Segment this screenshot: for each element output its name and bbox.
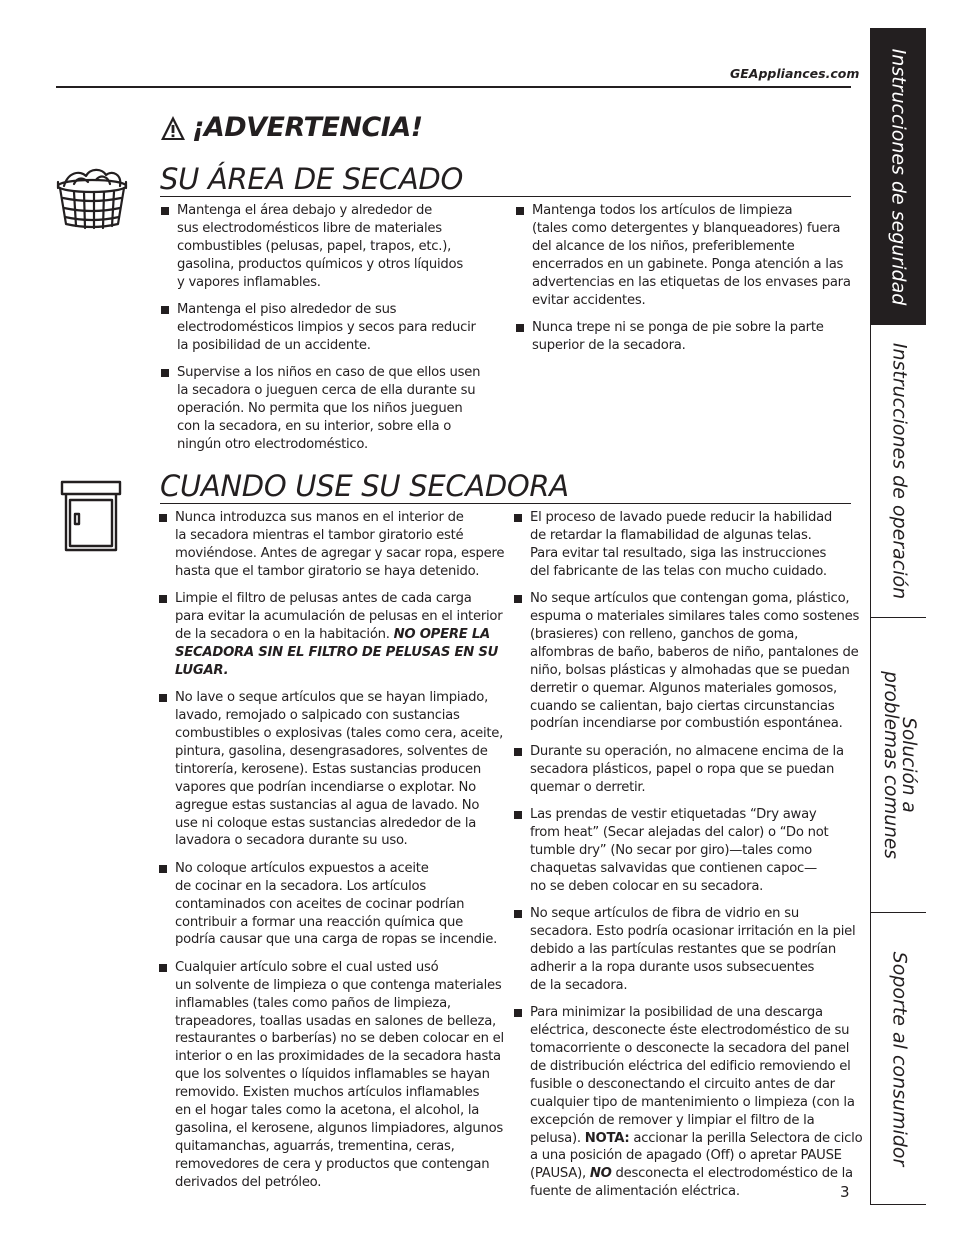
list-item: El proceso de lavado puede reducir la habilidad de retardar la flamabilidad de algunas telas. Para evitar tal resultado, siga las instrucciones del fabricante de las telas con mucho cuidado.	[514, 509, 859, 581]
dryer-icon	[58, 478, 124, 554]
tab-label: Instrucciones de operación	[888, 342, 910, 600]
list-item: Las prendas de vestir etiquetadas “Dry away from heat” (Secar alejadas del calor) o “Do not tumble dry” (No secar por giro)—tales como chaquetas salvavidas que contienen capoc— no se deben colocar en su secadora.	[514, 806, 859, 896]
drying-area-left-column	[161, 202, 501, 454]
list-item: Supervise a los niños en caso de que ellos usen la secadora o jueguen cerca de ella durante su operación. No permita que los niños jueguen con la secadora, en su interior, sobre ella o ningún otro electrodoméstico.	[161, 364, 501, 454]
list-item: Limpie el filtro de pelusas antes de cada carga para evitar la acumulación de pelusas en el interior de la secadora o en la habitación. NO OPERE LA SECADORA SIN EL FILTRO DE PELUSAS EN SU LUGAR.	[159, 590, 504, 680]
tab-consumer-support[interactable]	[870, 913, 926, 1205]
tab-label: Instrucciones de seguridad	[887, 48, 910, 305]
tab-divider	[870, 1204, 926, 1205]
tab-operating-instructions[interactable]	[870, 325, 926, 617]
using-dryer-left-column	[159, 509, 504, 1192]
drying-area-right-column	[516, 202, 856, 355]
note-label: NOTA:	[584, 1130, 630, 1146]
list-item: No seque artículos que contengan goma, plástico, espuma o materiales similares tales como sostenes (brasieres) con relleno, ganchos de goma, alfombras de baño, baberos de niño, pantalones de niño, bolsas plásticas y almohadas que se puedan derretir o quemar. Algunos materiales gomosos, cuando se calientan, bajo ciertas circunstancias podrían incendiarse por combustión espontánea.	[514, 590, 859, 733]
list-item: Nunca trepe ni se ponga de pie sobre la parte superior de la secadora.	[516, 319, 856, 355]
tab-safety-instructions[interactable]	[870, 28, 926, 325]
section-rule	[160, 503, 851, 504]
list-item: Durante su operación, no almacene encima de la secadora plásticos, papel o ropa que se puedan quemar o derretir.	[514, 743, 859, 797]
section-tabs	[870, 28, 926, 1205]
tab-troubleshooting[interactable]	[870, 618, 926, 912]
list-item: Nunca introduzca sus manos en el interior de la secadora mientras el tambor giratorio esté moviéndose. Antes de agregar y sacar ropa, espere hasta que el tambor giratorio se haya detenido.	[159, 509, 504, 581]
list-item: Para minimizar la posibilidad de una descarga eléctrica, desconecte éste electrodoméstico de su tomacorriente o desconecte la secadora del panel de distribución eléctrica del edificio removiendo el fusible o desconectando el circuito antes de dar cualquier tipo de mantenimiento o limpieza (con la excepción de remover y limpiar el filtro de la pelusa). NOTA: accionar la perilla Selectora de ciclo a una posición de apagado (Off) o apretar PAUSE (PAUSA), NO desconecta el electrodoméstico de la fuente de alimentación eléctrica.	[514, 1004, 859, 1201]
header-rule	[56, 86, 851, 88]
list-item: No lave o seque artículos que se hayan limpiado, lavado, remojado o salpicado con sustancias combustibles o explosivas (tales como cera, aceite, pintura, gasolina, desengrasadores, solventes de tintorería, kerosene). Estas sustancias producen vapores que podrían incendiarse o explotar. No agregue estas sustancias al agua de lavado. No use ni coloque estas sustancias alrededor de la lavadora o secadora durante su uso.	[159, 689, 504, 850]
section-title-using-dryer: CUANDO USE SU SECADORA	[160, 469, 569, 503]
warning-emphasis: NO OPERE LA	[393, 626, 490, 642]
list-item: No coloque artículos expuestos a aceite de cocinar en la secadora. Los artículos contaminados con aceites de cocinar podrían contribuir a formar una reacción química que podría causar que una carga de ropas se incendie.	[159, 860, 504, 950]
list-item: Mantenga todos los artículos de limpieza (tales como detergentes y blanqueadores) fuera del alcance de los niños, preferiblemente encerrados en un gabinete. Ponga atención a las advertencias en las etiquetas de los envases para evitar accidentes.	[516, 202, 856, 309]
tab-label: Solución a problemas comunes	[879, 671, 919, 859]
warning-title: ¡ADVERTENCIA!	[192, 112, 423, 143]
section-rule	[160, 196, 851, 197]
tab-label: Soporte al consumidor	[888, 951, 910, 1167]
list-item: Mantenga el piso alrededor de sus electrodomésticos limpios y secos para reducir la posibilidad de un accidente.	[161, 301, 501, 355]
page-number: 3	[840, 1183, 850, 1201]
list-item: Cualquier artículo sobre el cual usted usó un solvente de limpieza o que contenga materiales inflamables (tales como paños de limpieza, trapeadores, toallas usadas en salones de belleza, restaurantes o barberías) no se deben colocar en el interior o en las proximidades de la secadora hasta que los solventes o líquidos inflamables se hayan removido. Existen muchos artículos inflamables en el hogar tales como la acetona, el alcohol, la gasolina, el kerosene, algunos limpiadores, algunos quitamanchas, aguarrás, trementina, ceras, removedores de cera y productos que contengan derivados del petróleo.	[159, 959, 504, 1192]
laundry-basket-icon	[54, 166, 130, 230]
warning-triangle-icon	[160, 115, 186, 141]
list-item: Mantenga el área debajo y alrededor de sus electrodomésticos libre de materiales combustibles (pelusas, papel, trapos, etc.), gasolina, productos químicos y otros líquidos y vapores inflamables.	[161, 202, 501, 292]
section-title-drying-area: SU ÁREA DE SECADO	[160, 162, 463, 196]
warning-heading	[160, 112, 423, 143]
site-url[interactable]: GEAppliances.com	[730, 66, 860, 81]
using-dryer-right-column	[514, 509, 863, 1201]
no-emphasis: NO	[589, 1166, 612, 1182]
list-item: No seque artículos de fibra de vidrio en su secadora. Esto podría ocasionar irritación en la piel debido a las partículas restantes que se podrían adherir a la ropa durante usos subsecuentes de la secadora.	[514, 905, 859, 995]
